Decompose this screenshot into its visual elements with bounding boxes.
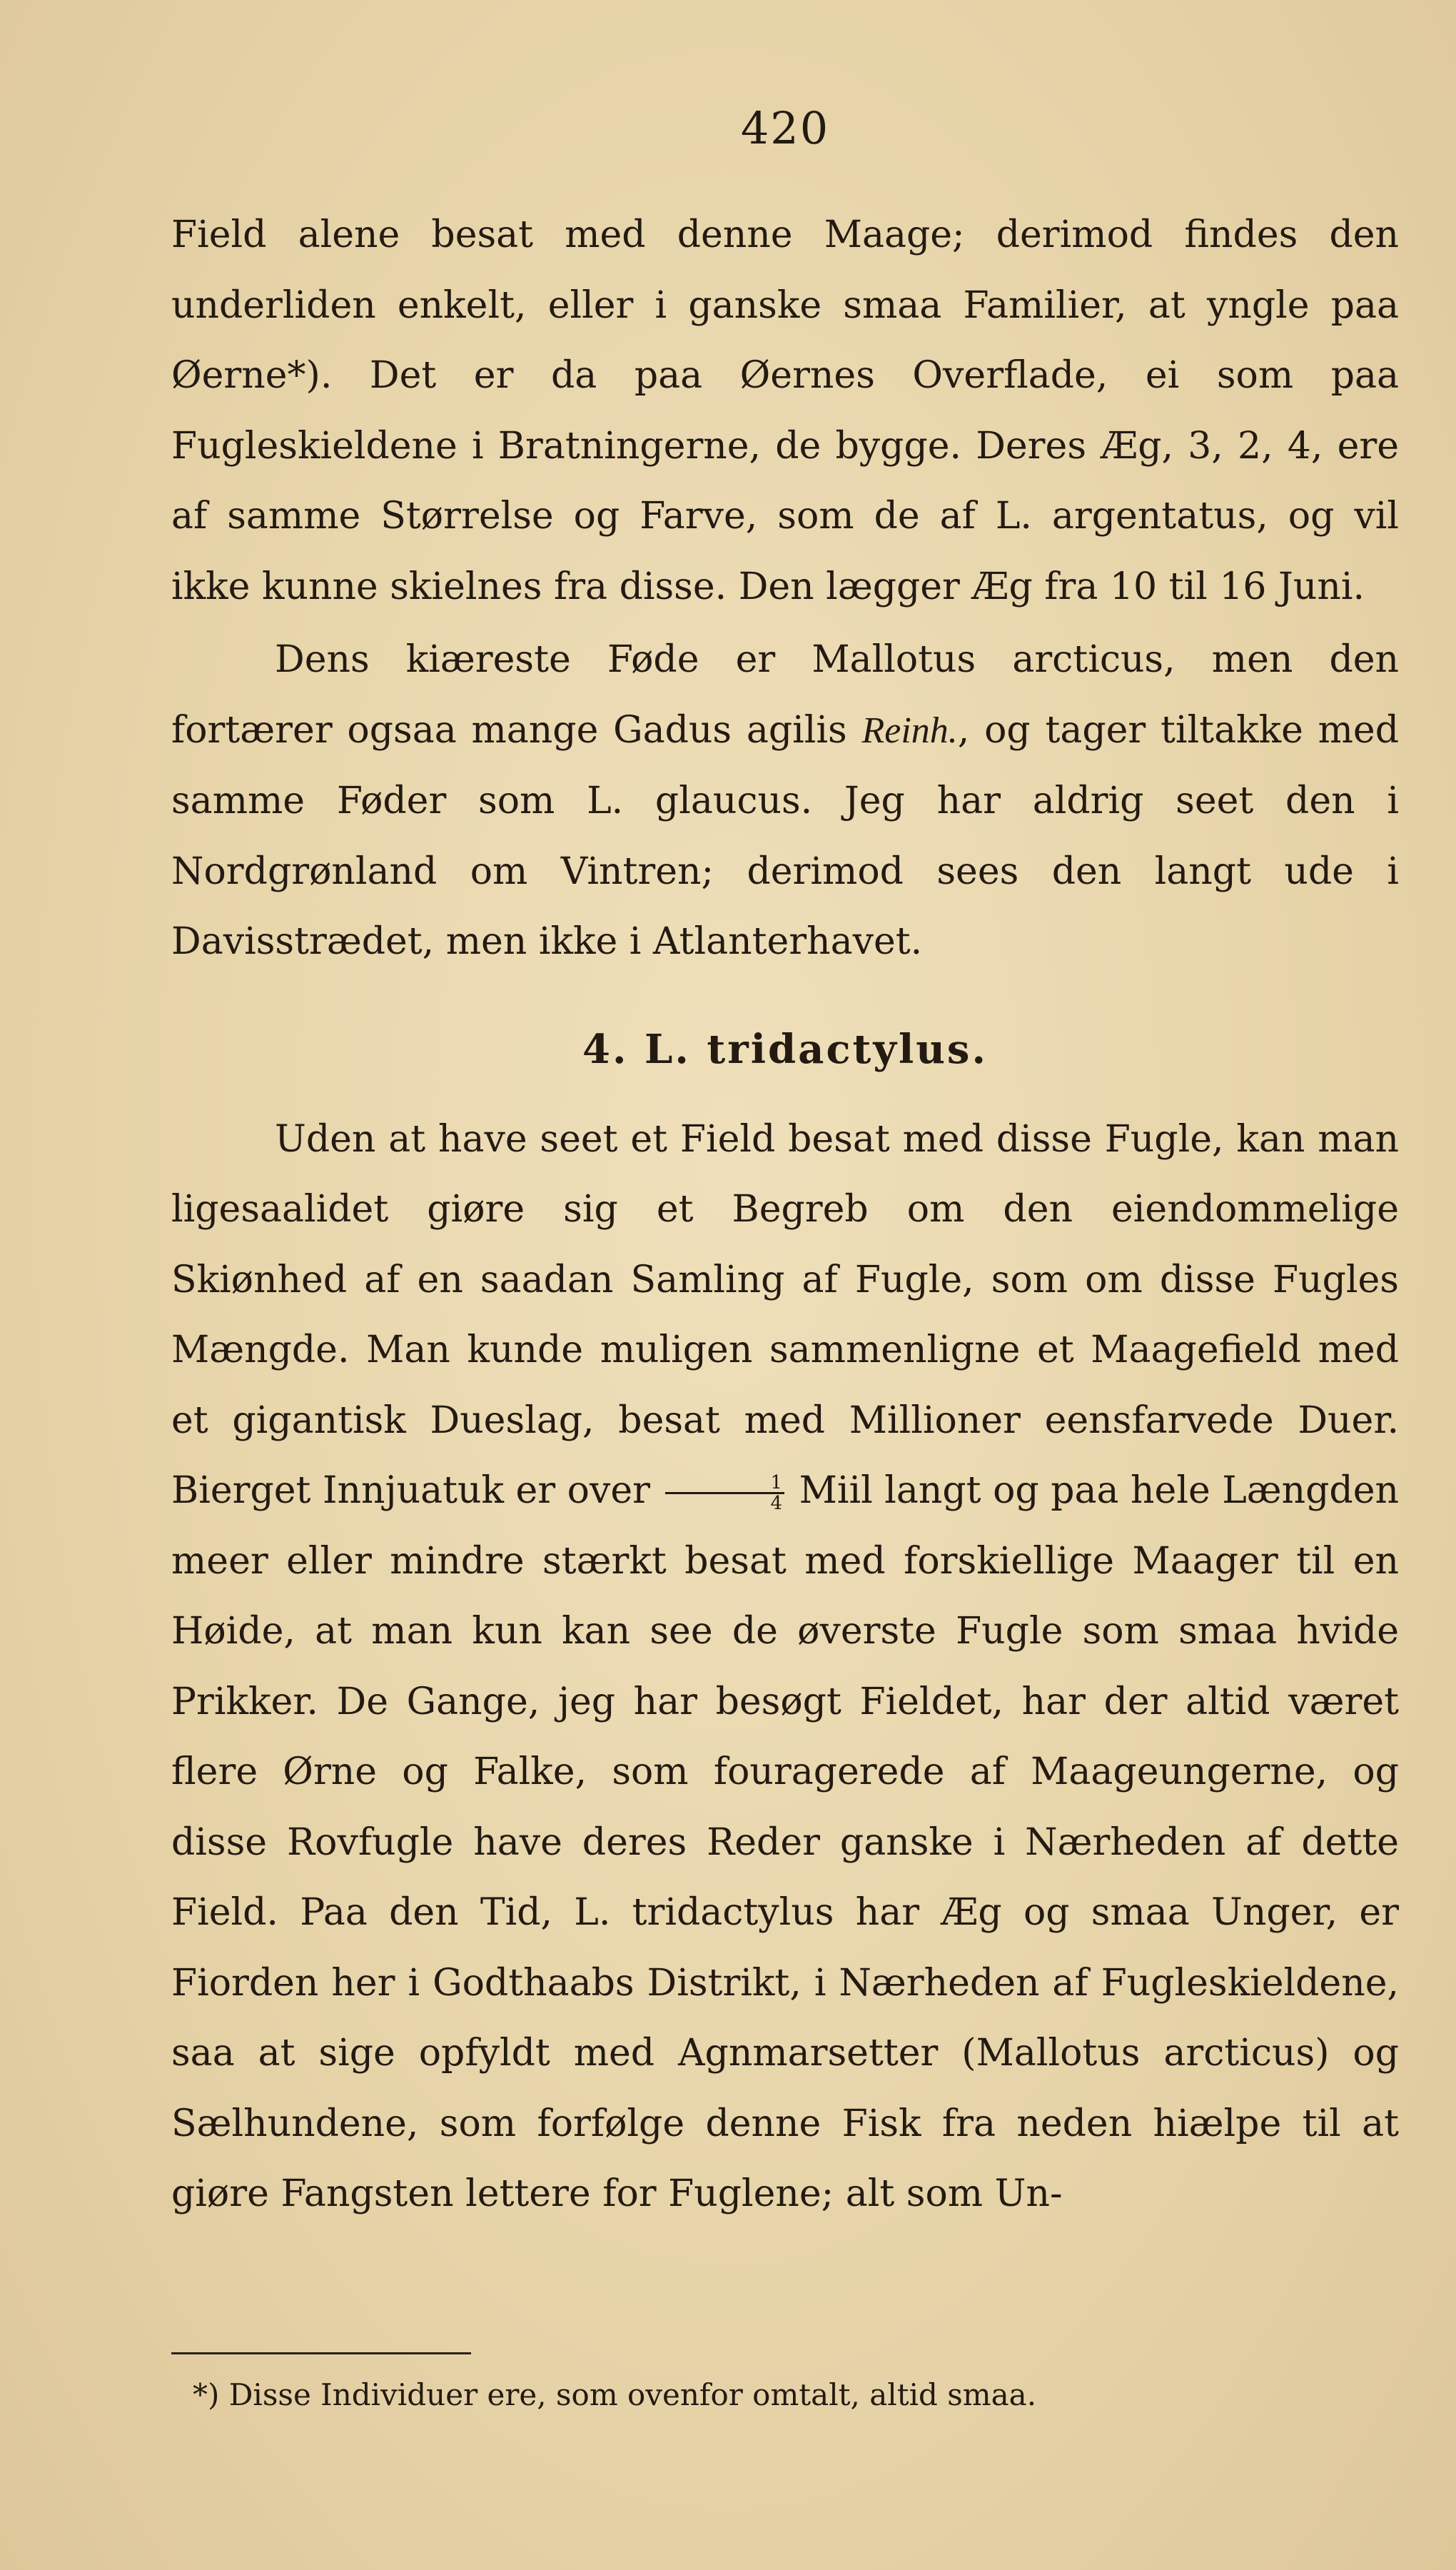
section-heading: 4. L. tridactylus. <box>582 1025 988 1073</box>
footnote: *) Disse Individuer ere, som ovenfor omtalt, altid smaa. <box>193 2377 1037 2412</box>
book-page <box>171 100 1399 2527</box>
section-paragraph-text-a: Uden at have seet et Field besat med disse Fugle, kan man ligesaalidet giøre sig et Begreb om den eiendommelige Skiønhed af en saadan Samling af Fugle, som om disse Fugles Mængde. Man kunde muligen sammenligne et Maagefield med et gigantisk Dueslag, besat med Millioner eensfarvede Duer. Bierget Innjuatuk er over <box>171 1117 1399 1512</box>
paragraph-1: Field alene besat med denne Maage; derimod findes den underliden enkelt, eller i ganske smaa Familier, at yngle paa Øerne*). Det er da paa Øernes Overflade, ei som paa Fugleskieldene i Bratningerne, de bygge. Deres Æg, 3, 2, 4, ere af samme Størrelse og Farve, som de af L. argentatus, og vil ikke kunne skielnes fra disse. Den lægger Æg fra 10 til 16 Juni. <box>171 213 1399 608</box>
section-paragraph <box>171 1104 1399 2229</box>
fraction-numerator: 1 <box>665 1473 785 1494</box>
page-number: 420 <box>740 102 830 154</box>
fraction-quarter <box>665 1473 785 1513</box>
paragraph-2 <box>171 625 1399 977</box>
section-paragraph-text-b: Miil langt og paa hele Længden meer eller mindre stærkt besat med forskiellige Maager til en Høide, at man kun kan see de øverste Fugle som smaa hvide Prikker. De Gange, jeg har besøgt Fieldet, har der altid været flere Ørne og Falke, som fouragerede af Maageungerne, og disse Rovfugle have deres Reder ganske i Nærheden af dette Field. Paa den Tid, L. tridactylus har Æg og smaa Unger, er Fiorden her i Godthaabs Distrikt, i Nærheden af Fugleskieldene, saa at sige opfyldt med Agnmarsetter (Mallotus arcticus) og Sælhundene, som forfølge denne Fisk fra neden hiælpe til at giøre Fangsten lettere for Fuglene; alt som Un- <box>171 1469 1399 2215</box>
paragraph-2-text-a: Dens kiæreste Føde er Mallotus arcticus, men den fortærer ogsaa mange Gadus agilis <box>171 638 1399 752</box>
body-text <box>171 200 1399 2229</box>
fraction-denominator: 4 <box>770 1493 783 1514</box>
paragraph-2-text-b: , og tager tiltakke med samme Føder som L. glaucus. Jeg har aldrig seet den i Nordgrønland om Vintren; derimod sees den langt ude i Davisstrædet, men ikke i Atlanterhavet. <box>171 708 1399 963</box>
author-abbreviation: Reinh. <box>861 710 958 751</box>
footnote-divider <box>171 2352 471 2354</box>
